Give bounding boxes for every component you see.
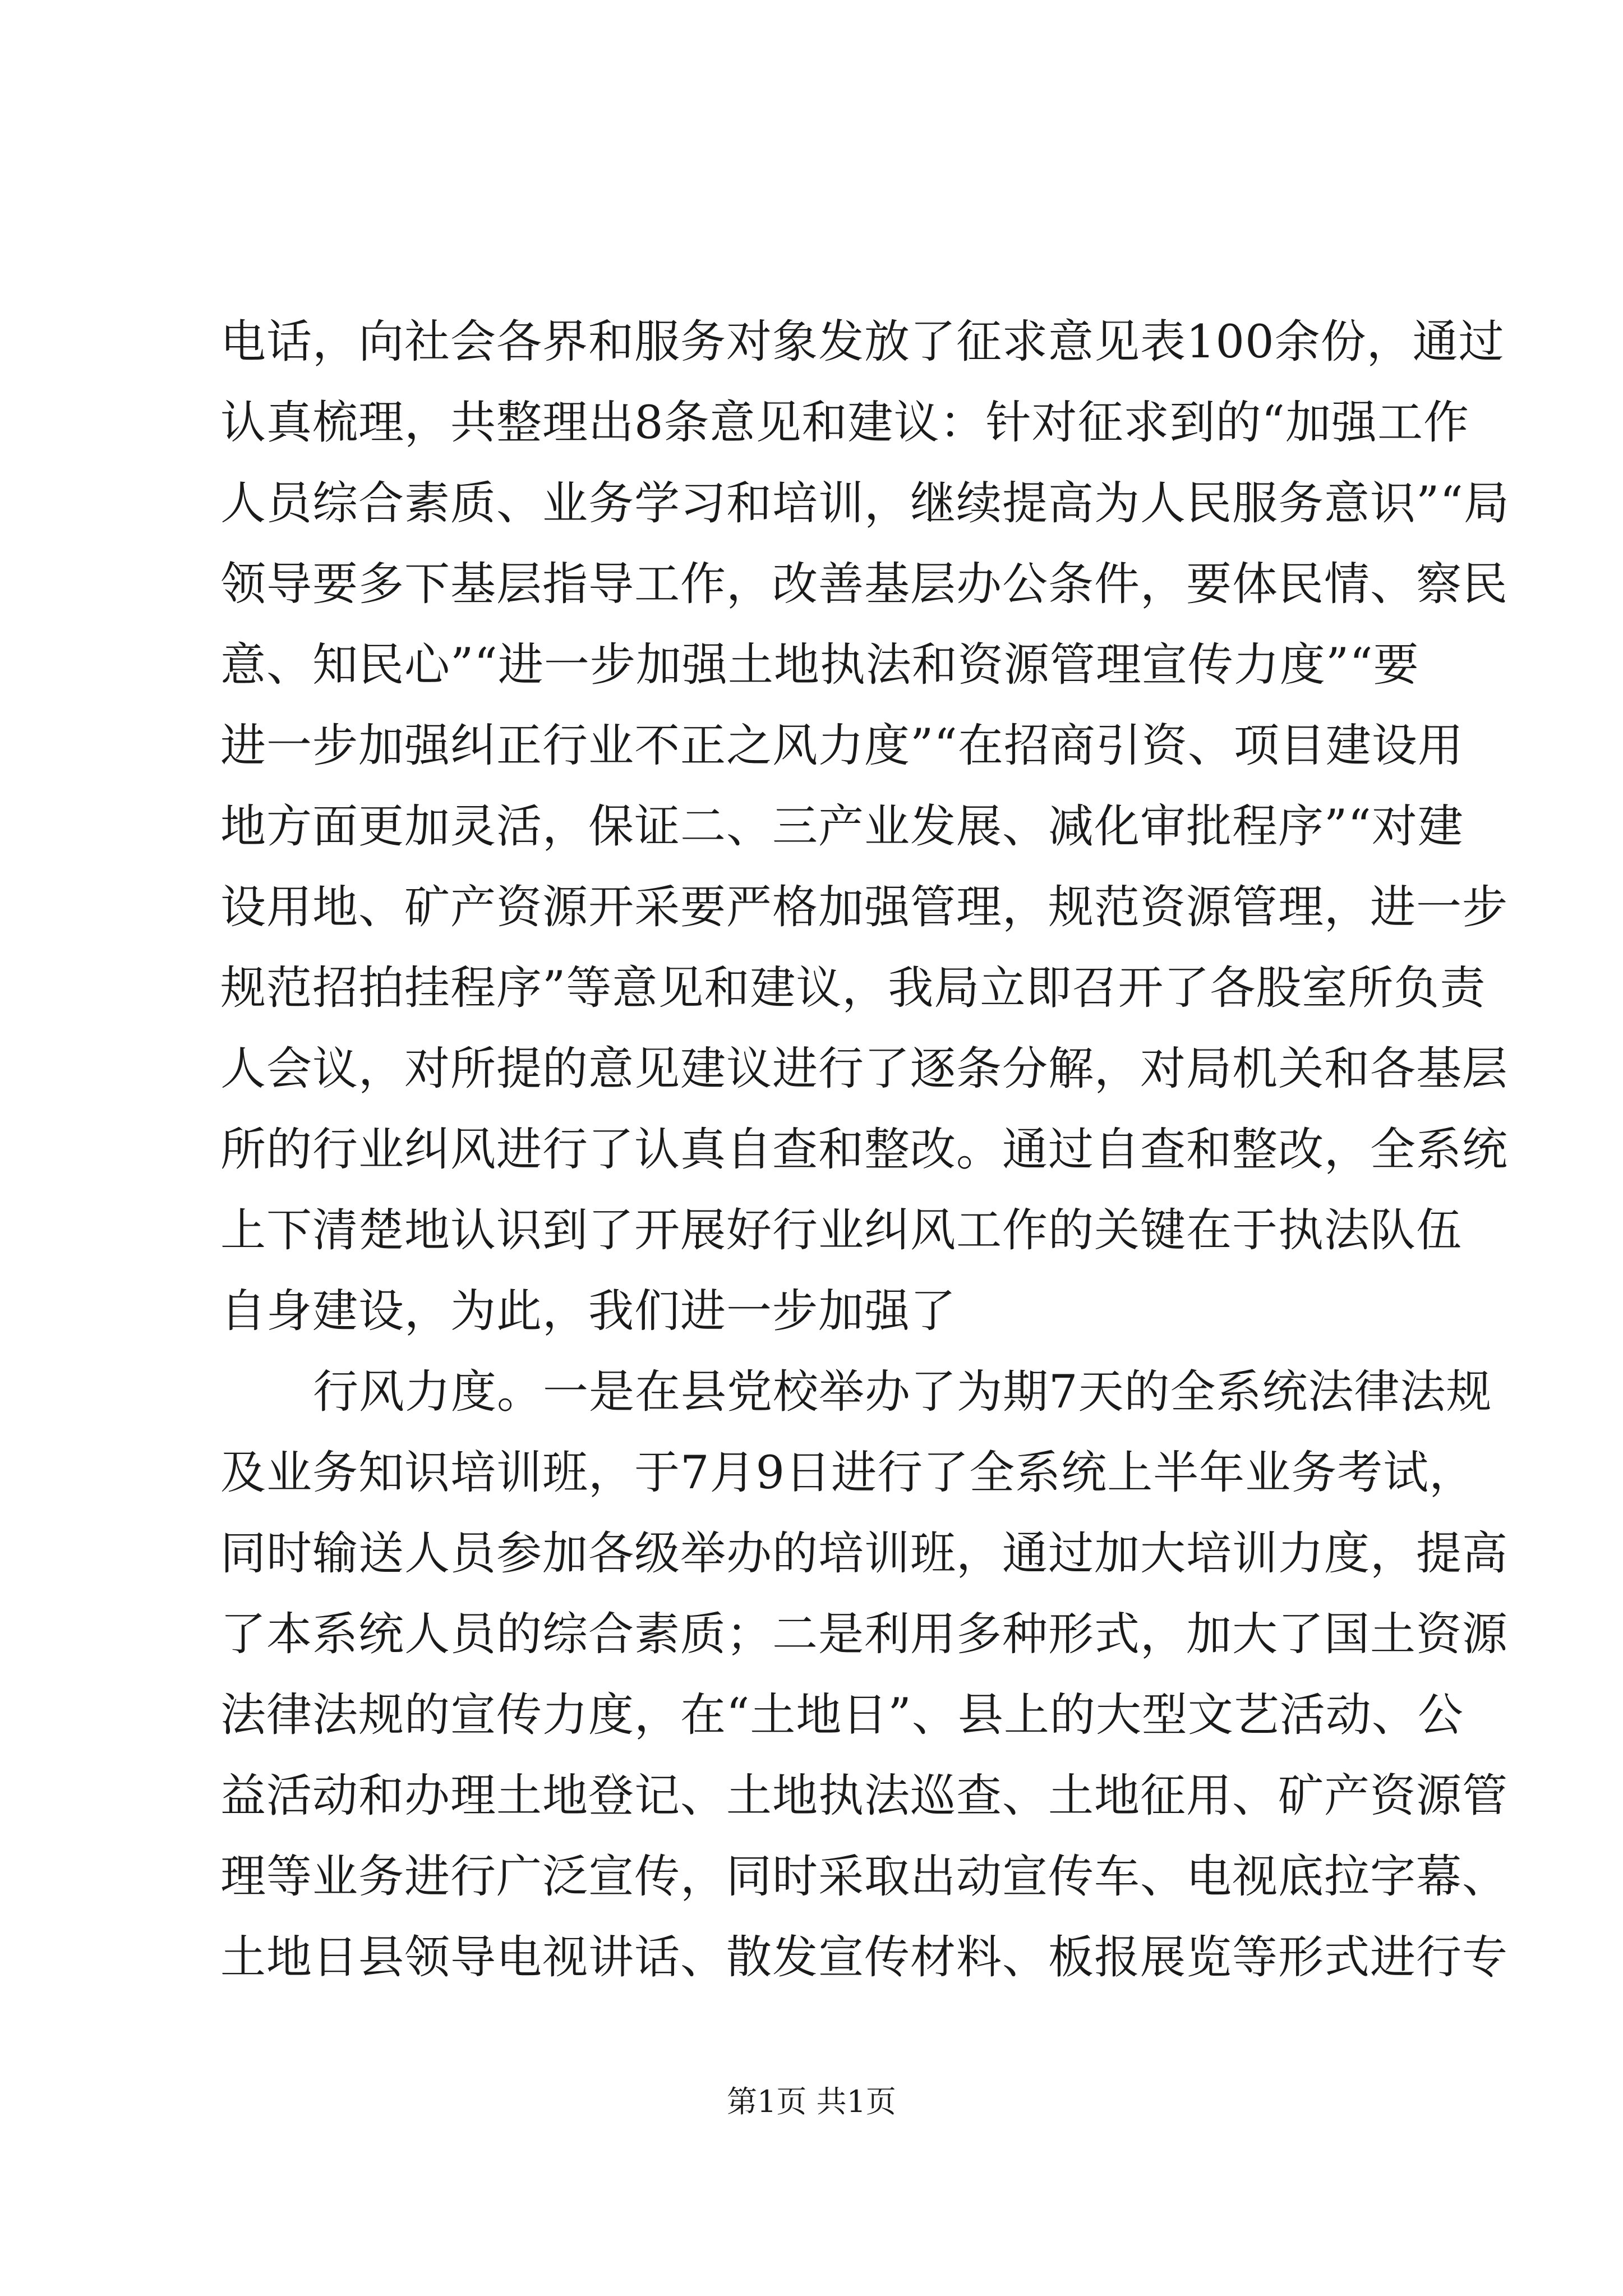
text-line: 认真梳理，共整理出8条意见和建议：针对征求到的“加强工作 bbox=[220, 397, 1469, 449]
text-line: 人员综合素质、业务学习和培训，继续提高为人民服务意识”“局 bbox=[220, 477, 1510, 530]
text-line: 规范招拍挂程序”等意见和建议，我局立即召开了各股室所负责 bbox=[220, 962, 1486, 1015]
text-line: 行风力度。一是在县党校举办了为期7天的全系统法律法规 bbox=[313, 1366, 1492, 1419]
text-line: 理等业务进行广泛宣传，同时采取出动宣传车、电视底拉字幕、 bbox=[220, 1851, 1509, 1903]
page-footer bbox=[0, 2082, 1623, 2122]
page-number: 第1页 共1页 bbox=[727, 2084, 896, 2119]
text-line: 地方面更加灵活，保证二、三产业发展、减化审批程序”“对建 bbox=[220, 800, 1464, 853]
text-line: 益活动和办理土地登记、土地执法巡查、土地征用、矿产资源管 bbox=[220, 1770, 1509, 1823]
text-line: 人会议，对所提的意见建议进行了逐条分解，对局机关和各基层 bbox=[220, 1043, 1509, 1096]
text-line: 意、知民心”“进一步加强土地执法和资源管理宣传力度”“要 bbox=[220, 639, 1419, 692]
text-line: 电话，向社会各界和服务对象发放了征求意见表100余份，通过 bbox=[220, 316, 1505, 369]
text-line: 上下清楚地认识到了开展好行业纠风工作的关键在于执法队伍 bbox=[220, 1204, 1463, 1257]
text-line: 同时输送人员参加各级举办的培训班，通过加大培训力度，提高 bbox=[220, 1527, 1509, 1580]
text-line: 所的行业纠风进行了认真自查和整改。通过自查和整改，全系统 bbox=[220, 1124, 1509, 1176]
text-line: 及业务知识培训班，于7月9日进行了全系统上半年业务考试， bbox=[220, 1447, 1476, 1499]
text-line: 自身建设，为此，我们进一步加强了 bbox=[220, 1285, 957, 1338]
text-line: 法律法规的宣传力度，在“土地日”、县上的大型文艺活动、公 bbox=[220, 1689, 1464, 1742]
text-line: 进一步加强纠正行业不正之风力度”“在招商引资、项目建设用 bbox=[220, 720, 1464, 772]
text-line: 土地日县领导电视讲话、散发宣传材料、板报展览等形式进行专 bbox=[220, 1931, 1509, 1984]
text-line: 领导要多下基层指导工作，改善基层办公条件，要体民情、察民 bbox=[220, 558, 1509, 611]
text-line: 了本系统人员的综合素质；二是利用多种形式，加大了国土资源 bbox=[220, 1608, 1509, 1661]
text-line: 设用地、矿产资源开采要严格加强管理，规范资源管理，进一步 bbox=[220, 881, 1509, 934]
document-body bbox=[220, 302, 1510, 1998]
